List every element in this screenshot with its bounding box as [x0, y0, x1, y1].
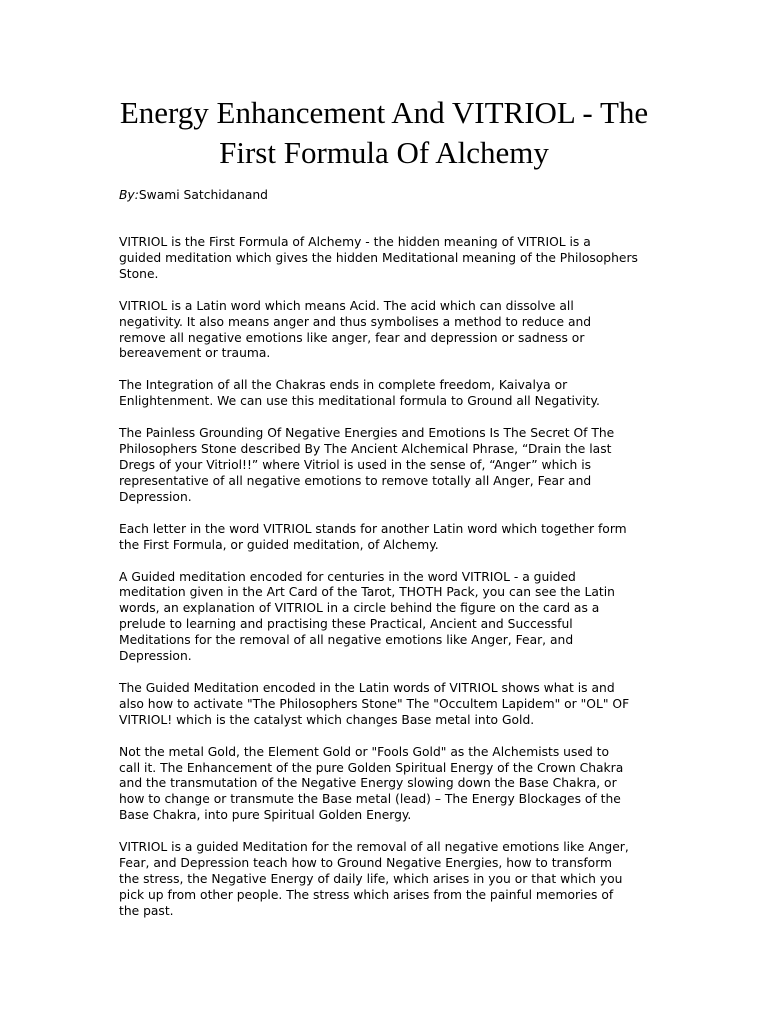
paragraph-line: Enlightenment. We can use this meditational formula to Ground all Negativity.: [119, 394, 600, 409]
paragraph-line: guided meditation which gives the hidden Meditational meaning of the Philosophers: [119, 250, 638, 265]
title-line-1: Energy Enhancement And VITRIOL - The: [119, 95, 649, 130]
paragraph-line: Each letter in the word VITRIOL stands for another Latin word which together form: [119, 521, 627, 536]
body-paragraph: [119, 840, 655, 920]
paragraph-line: representative of all negative emotions to remove totally all Anger, Fear and: [119, 473, 592, 488]
byline-author: Swami Satchidanand: [138, 188, 268, 202]
paragraph-line: The Painless Grounding Of Negative Energies and Emotions Is The Secret Of The: [119, 426, 615, 441]
paragraph-line: A Guided meditation encoded for centuries in the word VITRIOL - a guided: [119, 569, 576, 584]
paragraph-line: Philosophers Stone described By The Ancient Alchemical Phrase, “Drain the last: [119, 442, 612, 457]
body-paragraph: [119, 522, 655, 554]
paragraph-line: pick up from other people. The stress which arises from the painful memories of: [119, 887, 614, 902]
paragraph-line: VITRIOL is a guided Meditation for the removal of all negative emotions like Anger,: [119, 840, 629, 855]
paragraph-line: bereavement or trauma.: [119, 346, 271, 361]
byline: [119, 187, 268, 203]
paragraph-line: the past.: [119, 903, 174, 918]
paragraph-line: Base Chakra, into pure Spiritual Golden Energy.: [119, 808, 412, 823]
document-body: [119, 235, 655, 936]
body-paragraph: [119, 299, 655, 363]
paragraph-line: meditation given in the Art Card of the Tarot, THOTH Pack, you can see the Latin: [119, 585, 615, 600]
paragraph-line: Meditations for the removal of all negative emotions like Anger, Fear, and: [119, 633, 574, 648]
paragraph-line: call it. The Enhancement of the pure Golden Spiritual Energy of the Crown Chakra: [119, 760, 624, 775]
body-paragraph: [119, 745, 655, 825]
paragraph-line: also how to activate "The Philosophers Stone" The "Occultem Lapidem" or "OL" OF: [119, 696, 630, 711]
paragraph-line: words, an explanation of VITRIOL in a circle behind the figure on the card as a: [119, 601, 600, 616]
paragraph-line: negativity. It also means anger and thus symbolises a method to reduce and: [119, 314, 592, 329]
body-paragraph: [119, 378, 655, 410]
paragraph-line: the First Formula, or guided meditation, of Alchemy.: [119, 537, 439, 552]
paragraph-line: the stress, the Negative Energy of daily life, which arises in you or that which you: [119, 872, 623, 886]
paragraph-line: Stone.: [119, 266, 159, 281]
paragraph-line: Depression.: [119, 489, 192, 504]
body-paragraph: [119, 570, 655, 665]
body-paragraph: [119, 235, 655, 283]
body-paragraph: [119, 426, 655, 506]
byline-label: By:: [119, 188, 139, 202]
paragraph-line: Fear, and Depression teach how to Ground Negative Energies, how to transform: [119, 856, 613, 871]
paragraph-line: The Guided Meditation encoded in the Latin words of VITRIOL shows what is and: [119, 680, 615, 695]
paragraph-line: VITRIOL is the First Formula of Alchemy - the hidden meaning of VITRIOL is a: [119, 235, 591, 249]
paragraph-line: and the transmutation of the Negative Energy slowing down the Base Chakra, or: [119, 776, 617, 791]
paragraph-line: VITRIOL! which is the catalyst which changes Base metal into Gold.: [119, 712, 535, 727]
paragraph-line: remove all negative emotions like anger, fear and depression or sadness or: [119, 330, 585, 345]
paragraph-line: how to change or transmute the Base metal (lead) – The Energy Blockages of the: [119, 792, 621, 807]
paragraph-line: The Integration of all the Chakras ends in complete freedom, Kaivalya or: [119, 378, 568, 393]
document-title: [60, 93, 708, 173]
title-line-2: First Formula Of Alchemy: [219, 135, 549, 170]
paragraph-line: Not the metal Gold, the Element Gold or "Fools Gold" as the Alchemists used to: [119, 744, 610, 759]
paragraph-line: prelude to learning and practising these Practical, Ancient and Successful: [119, 617, 573, 632]
paragraph-line: Dregs of your Vitriol!!” where Vitriol is used in the sense of, “Anger” which is: [119, 457, 592, 472]
body-paragraph: [119, 681, 655, 729]
paragraph-line: VITRIOL is a Latin word which means Acid. The acid which can dissolve all: [119, 298, 574, 313]
paragraph-line: Depression.: [119, 649, 192, 664]
